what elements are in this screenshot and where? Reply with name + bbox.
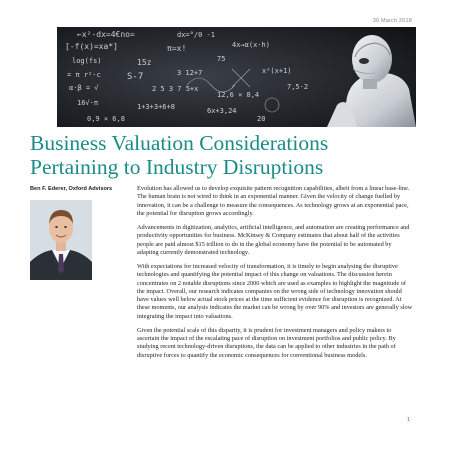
formula-text: 3 12+7 — [177, 69, 203, 77]
necktie — [58, 254, 64, 274]
formula-text: 20 — [257, 115, 266, 123]
hero-image — [57, 27, 416, 127]
formula-text: 7,5·2 — [287, 83, 309, 91]
formula-text: π=x! — [167, 44, 187, 53]
article-body — [137, 185, 413, 366]
formula-text: dx=°/0 -1 — [177, 31, 215, 39]
formula-text: [-f(x)=xa*] — [65, 42, 118, 51]
formula-text: ←x²-dx=4€no= — [77, 30, 135, 39]
robot-neck — [363, 79, 377, 89]
publication-date: 30 March 2018 — [372, 18, 412, 24]
formula-text: 15z — [137, 58, 152, 67]
formula-text: 12,6 × 8,4 — [217, 91, 260, 99]
article-title-line-2: Pertaining to Industry Disruptions — [30, 155, 324, 179]
page-number: 1 — [406, 417, 410, 423]
formula-text: 16√·π — [77, 99, 99, 107]
formula-text: x²(x+1) — [262, 67, 292, 75]
robot-eye — [359, 58, 369, 64]
chalkboard-robot-illustration — [57, 27, 416, 127]
formula-text: 6x+3,24 — [207, 107, 237, 115]
body-paragraph: Given the potential scale of this disparity, it is prudent for investment managers and policy makers to ascertain the impact of the escalating pace of disruption on investment portfolios and public policy. By studying recent technology-driven disruptions, the data can be applied to other industries in the path of disruptive forces to quantify the economic consequences for conventional business models. — [137, 326, 396, 359]
eye-right — [64, 226, 67, 228]
article-title-line-1: Business Valuation Considerations — [30, 131, 329, 155]
eye-left — [55, 226, 58, 228]
formula-text: = π r²·c — [67, 71, 101, 79]
body-paragraph: Advancements in digitization, analytics, artificial intelligence, and automation are creating performance and productivity opportunities for business. McKinsey & Company estimates that about half of the activities people are paid almost $15 trillion to do in the global economy have the potential to be automated by adapting currently demonstrated technology. — [137, 224, 410, 256]
formula-text: 1+3+3+6+8 — [137, 103, 175, 111]
body-paragraph: Evolution has allowed us to develop exquisite pattern recognition capabilities, albeit from a linear base-line. The human brain is not wired to think in an exponential manner. Given the velocity of change fuelled by innovation, it can be a challenge to measure the consequences. As technology grows at an exponential pace, the potential for disruption grows accordingly. — [137, 185, 410, 217]
formula-text: 4x→α(x-h) — [232, 41, 270, 49]
formula-text: 75 — [217, 55, 226, 63]
robot-head — [352, 35, 392, 83]
formula-text: S-7 — [127, 72, 144, 82]
formula-text: α·β = √ — [69, 84, 99, 92]
author-portrait — [30, 200, 92, 280]
formula-text: 0,9 × 6,8 — [87, 115, 125, 123]
formula-text: log(fs) — [72, 57, 102, 65]
author-name: Ben F. Ederer, Oxford Advisors — [30, 186, 113, 192]
body-paragraph: With expectations for increased velocity of transformation, it is timely to begin analysing the disruptive technologies and quantifying the potential impact of this change on valuations. The discussion herein concentrates on 2 notable disruptions since 2000 which are used as examples to highlight the magnitude of the impact. Overall, our research indicates companies on the wrong side of technology innovation should have values well below actual stock prices at the time sufficient evidence for disruption is recognized. At these moments, our analysis indicates the market can be wrong by over 90% and investors are generally slow integrating the impact into valuations. — [137, 263, 413, 320]
author-photo-illustration — [30, 200, 92, 280]
article-title — [30, 131, 430, 179]
formula-text: 2 5 3 7 5+x — [152, 85, 199, 93]
